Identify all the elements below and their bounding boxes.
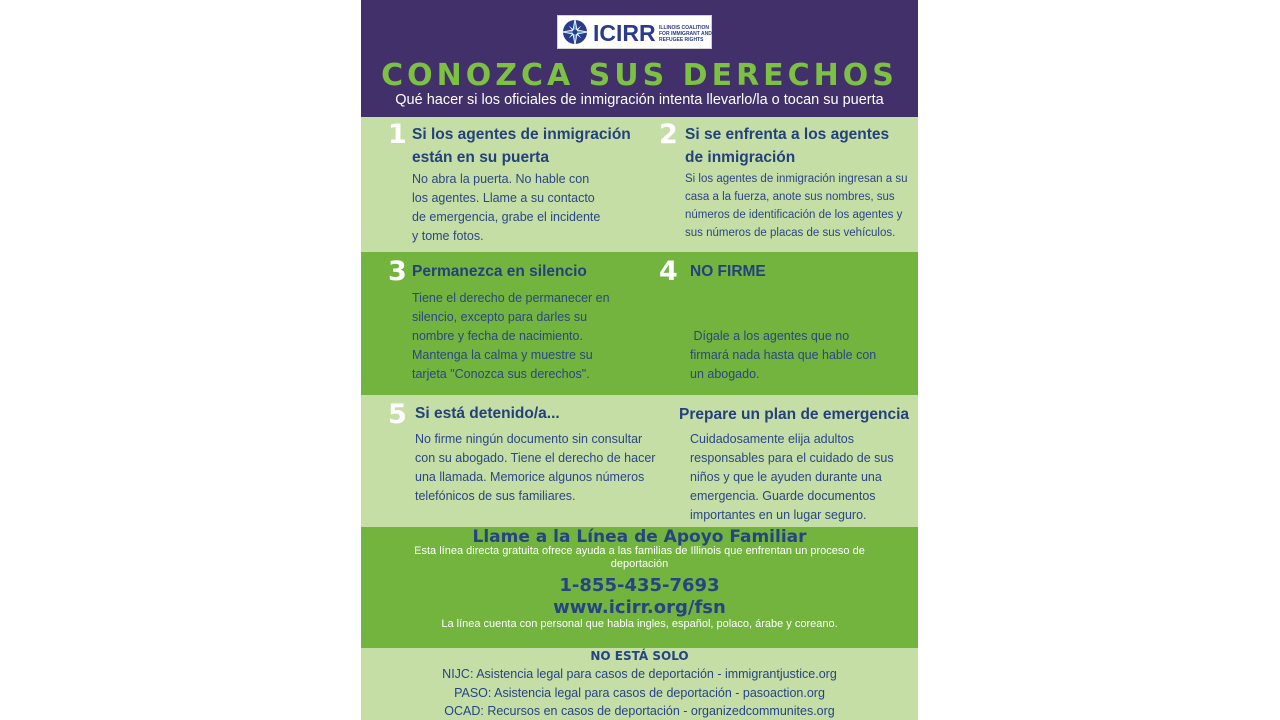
hotline-title: Llame a la Línea de Apoyo Familiar xyxy=(472,527,807,547)
item-body: Dígale a los agentes que no firmará nada hasta que hable con un abogado. xyxy=(690,329,877,381)
resource-line[interactable]: NIJC: Asistencia legal para casos de deportación - immigrantjustice.org xyxy=(442,667,837,681)
item-body: No firme ningún documento sin consultar con su abogado. Tiene el derecho de hacer una llamada. Memorice algunos números telefónicos de sus familiares. xyxy=(415,432,656,503)
footer-title: NO ESTÁ SOLO xyxy=(590,649,689,663)
hotline-url[interactable]: www.icirr.org/fsn xyxy=(553,597,726,618)
item-body: No abra la puerta. No hable con los agentes. Llame a su contacto de emergencia, grabe el incidente y tome fotos. xyxy=(412,172,601,243)
item-title: NO FIRME xyxy=(690,263,766,280)
item-title: Si los agentes de inmigración están en su puerta xyxy=(412,126,631,166)
item-body: Tiene el derecho de permanecer en silencio, excepto para darles su nombre y fecha de nacimiento. Mantenga la calma y muestre su tarjeta "Conozca sus derechos". xyxy=(412,291,610,381)
hotline-phone[interactable]: 1-855-435-7693 xyxy=(559,575,720,596)
item-number: 1 xyxy=(388,119,407,150)
item-number: 3 xyxy=(388,256,407,287)
compass-star-icon xyxy=(561,18,589,46)
item-number: 5 xyxy=(388,399,407,430)
hotline-description: Esta línea directa gratuita ofrece ayuda a las familias de Illinois que enfrentan un proceso de deportación xyxy=(414,545,865,570)
item-body: Cuidadosamente elija adultos responsables para el cuidado de sus niños y que le ayuden durante una emergencia. Guarde documentos importantes en un lugar seguro. xyxy=(690,432,894,522)
item-title: Prepare un plan de emergencia xyxy=(679,406,910,423)
item-number: 2 xyxy=(659,119,678,150)
resource-line[interactable]: OCAD: Recursos en casos de deportación - organizedcommunites.org xyxy=(444,704,835,718)
item-number: 4 xyxy=(659,256,678,287)
item-title: Si se enfrenta a los agentes de inmigración xyxy=(685,126,890,166)
page-title: CONOZCA SUS DERECHOS xyxy=(381,58,898,93)
item-title: Si está detenido/a... xyxy=(415,405,560,422)
item-body: Si los agentes de inmigración ingresan a su casa a la fuerza, anote sus nombres, sus números de identificación de los agentes y sus números de placas de sus vehículos. xyxy=(685,173,908,239)
page-subtitle: Qué hacer si los oficiales de inmigración intenta llevarlo/la o tocan su puerta xyxy=(395,92,884,108)
item-title: Permanezca en silencio xyxy=(412,263,587,280)
know-your-rights-flyer xyxy=(361,0,918,720)
logo-name: ICIRR xyxy=(593,20,656,46)
resource-line[interactable]: PASO: Asistencia legal para casos de deportación - pasoaction.org xyxy=(454,686,825,700)
logo-subtitle: ILLINOIS COALITION FOR IMMIGRANT AND REFUGEE RIGHTS xyxy=(659,25,712,43)
icirr-logo xyxy=(557,15,712,49)
header-band xyxy=(361,0,918,117)
hotline-languages: La línea cuenta con personal que habla ingles, español, polaco, árabe y coreano. xyxy=(441,618,838,630)
